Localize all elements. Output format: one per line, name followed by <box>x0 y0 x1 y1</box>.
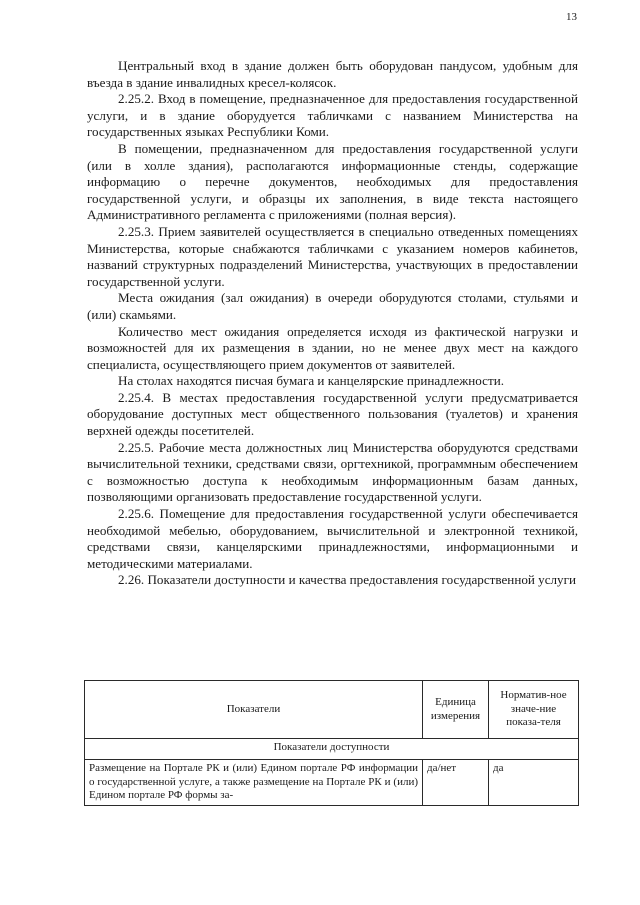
indicators-table <box>84 680 579 806</box>
paragraph: 2.25.3. Прием заявителей осуществляется в специально отведенных помещениях Министерства, которые снабжаются табличками с указанием номеров кабинетов, названий структурных подразделений Министерства, участвующих в предоставлении государственной услуги. <box>87 223 578 289</box>
header-unit: Единица измерения <box>423 681 489 739</box>
document-body <box>87 58 578 589</box>
paragraph: На столах находятся писчая бумага и канцелярские принадлежности. <box>118 373 504 389</box>
header-norm: Норматив-ное значе-ние показа-теля <box>489 681 579 739</box>
paragraph: Количество мест ожидания определяется исходя из фактической нагрузки и возможностей для их размещения в здании, но не менее двух мест на каждого специалиста, осуществляющего прием документов от заявителей. <box>87 323 578 372</box>
cell-indicator: Размещение на Портале РК и (или) Едином портале РФ информации о государственной услуге, а также размещение на Портале РК и (или) Едином портале РФ формы за- <box>85 760 423 806</box>
cell-unit: да/нет <box>423 760 489 806</box>
section-title: Показатели доступности <box>85 739 579 760</box>
table-header-row <box>85 681 579 739</box>
header-indicator: Показатели <box>85 681 423 739</box>
cell-norm: да <box>489 760 579 806</box>
table-section-row <box>85 739 579 760</box>
paragraph: Центральный вход в здание должен быть оборудован пандусом, удобным для въезда в здание инвалидных кресел-колясок. <box>87 58 578 90</box>
paragraph: 2.25.2. Вход в помещение, предназначенное для предоставления государственной услуги, и в здание оборудуется табличками с названием Министерства на государственных языках Республики Коми. <box>87 91 578 140</box>
page-number: 13 <box>566 11 577 23</box>
paragraph: В помещении, предназначенном для предоставления государственной услуги (или в холле здания), располагаются информационные стенды, содержащие информацию о перечне документов, необходимых для предоставления государственной услуги, и образцы их заполнения, в виде текста настоящего Административного регламента с приложениями (полная версия). <box>87 140 578 223</box>
paragraph: 2.25.5. Рабочие места должностных лиц Министерства оборудуются средствами вычислительной техники, средствами связи, оргтехникой, программным обеспечением с возможностью доступа к необходимым информационным базам данных, позволяющими организовать предоставление государственной услуги. <box>87 439 578 505</box>
paragraph: 2.25.6. Помещение для предоставления государственной услуги обеспечивается необходимой мебелью, оборудованием, вычислительной и электронной техникой, средствами связи, канцелярскими принадлежностями, информационными и методическими материалами. <box>87 506 578 571</box>
paragraph: 2.25.4. В местах предоставления государственной услуги предусматривается оборудование доступных мест общественного пользования (туалетов) и хранения верхней одежды посетителей. <box>87 389 578 439</box>
table-row <box>85 760 579 806</box>
paragraph: 2.26. Показатели доступности и качества предоставления государственной услуги <box>118 572 576 588</box>
paragraph: Места ожидания (зал ожидания) в очереди оборудуются столами, стульями и (или) скамьями. <box>87 290 578 322</box>
